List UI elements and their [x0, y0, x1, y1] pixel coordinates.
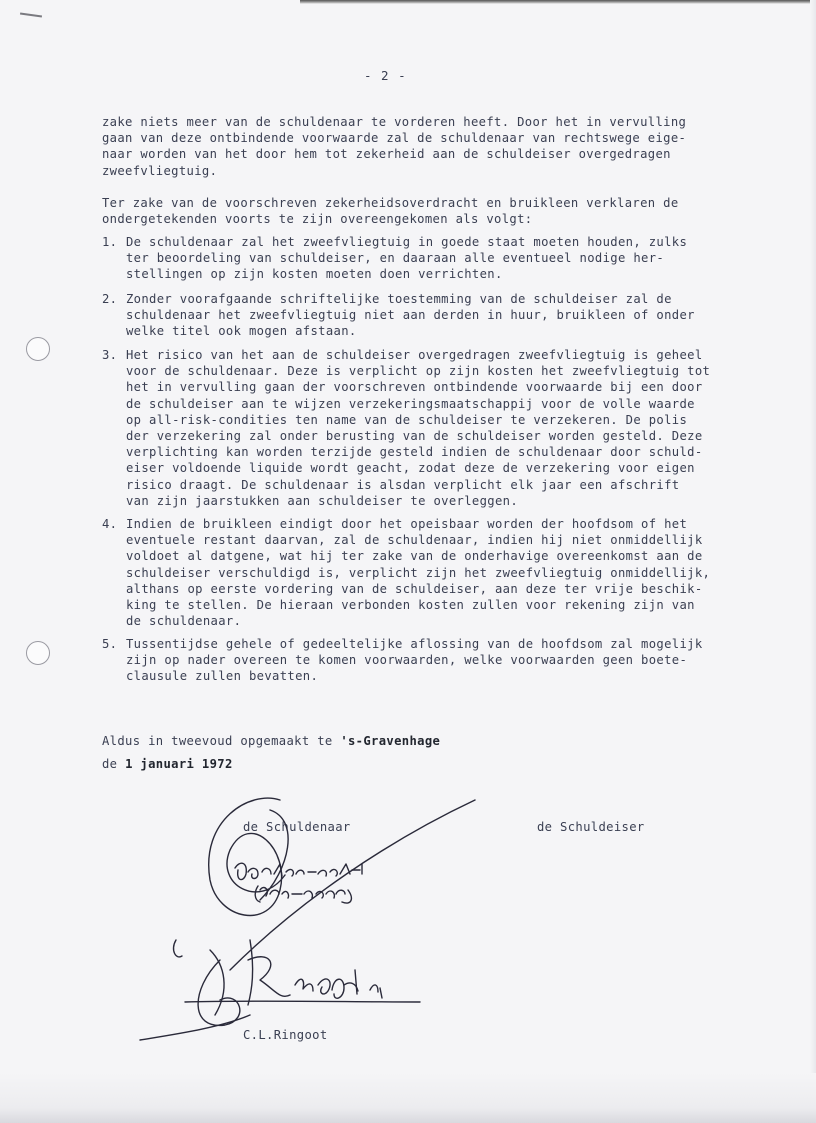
closing-line	[102, 733, 722, 749]
closing-line-prefix: Aldus in tweevoud opgemaakt te	[102, 734, 341, 748]
scan-top-edge	[300, 0, 816, 4]
signatory-right-label: de Schuldeiser	[537, 820, 645, 834]
handwritten-signature	[130, 790, 480, 1060]
list-item-text: Tussentijdse gehele of gedeeltelijke aflossing van de hoofdsom zal mogelijk zijn op nader overeen te komen voorwaarden, welke voorwaarden geen boete- clausule zullen bevatten.	[126, 637, 703, 684]
signatory-left-label: de Schuldenaar	[243, 820, 351, 834]
closing-place: 's-Gravenhage	[340, 734, 441, 748]
list-item-number: 2.	[102, 292, 118, 306]
corner-mark	[20, 12, 42, 17]
scan-bottom-shadow	[0, 1073, 816, 1123]
list-item-text: De schuldenaar zal het zweefvliegtuig in goede staat moeten houden, zulks ter beoordeling van schuldeiser, en daaraan alle eventueel nodige her- stellingen op zijn kosten moeten doen verrichten.	[126, 235, 688, 282]
list-item-number: 3.	[102, 348, 118, 362]
punch-hole-bottom	[26, 641, 50, 665]
list-item-number: 1.	[102, 235, 118, 249]
signatory-name: C.L.Ringoot	[243, 1028, 328, 1042]
list-item-text: Zonder voorafgaande schriftelijke toestemming van de schuldeiser zal de schuldenaar het zweefvliegtuig niet aan derden in huur, bruikleen of onder welke titel ook mogen afstaan.	[126, 292, 695, 339]
paragraph-intro: zake niets meer van de schuldenaar te vorderen heeft. Door het in vervulling gaan van deze ontbindende voorwaarde zal de schuldenaar van rechtswege eige- naar worden van het door hem tot zekerheid aan de schuldeiser overgedragen zweefvliegtuig.	[102, 115, 687, 178]
date-prefix: de	[102, 757, 126, 771]
scan-right-edge	[810, 0, 816, 1123]
list-item-number: 4.	[102, 517, 118, 531]
list-item-number: 5.	[102, 637, 118, 651]
list-item-text: Indien de bruikleen eindigt door het opeisbaar worden der hoofdsom of het eventuele restant daarvan, zal de schuldenaar, indien hij niet onmiddellijk voldoet al datgene, wat hij ter zake van de onderhavige overeenkomst aan de schuldeiser verschuldigd is, verplicht zijn het zweefvliegtuig onmiddellijk, althans op eerste vordering van de schuldeiser, aan deze ter vrije beschik- king te stellen. De hieraan verbonden kosten zullen voor rekening zijn van de schuldenaar.	[126, 517, 711, 629]
date-line	[102, 756, 722, 772]
list-item-text: Het risico van het aan de schuldeiser overgedragen zweefvliegtuig is geheel voor de schuldenaar. Deze is verplicht op zijn kosten het zweefvliegtuig tot het in vervulling gaan der voorschreven ontbindende voorwaarde bij een door de schuldeiser aan te wijzen verzekeringsmaatschappij voor de volle waarde op all-risk-condities ten name van de schuldeiser te verzekeren. De polis der verzekering zal onder berusting van de schuldeiser worden gesteld. Deze verplichting kan worden terzijde gesteld indien de schuldenaar door schuld- eiser voldoende liquide wordt geacht, zodat deze de verzekering voor eigen risico draagt. De schuldenaar is alsdan verplicht elk jaar een afschrift van zijn jaarstukken aan schuldeiser te overleggen.	[126, 348, 711, 508]
page-number: - 2 -	[364, 68, 407, 83]
paragraph-agreement: Ter zake van de voorschreven zekerheidsoverdracht en bruikleen verklaren de ondergetekenden voorts te zijn overeengekomen als volgt:	[102, 196, 679, 227]
date-value: 1 januari 1972	[125, 757, 233, 771]
punch-hole-top	[26, 337, 50, 361]
